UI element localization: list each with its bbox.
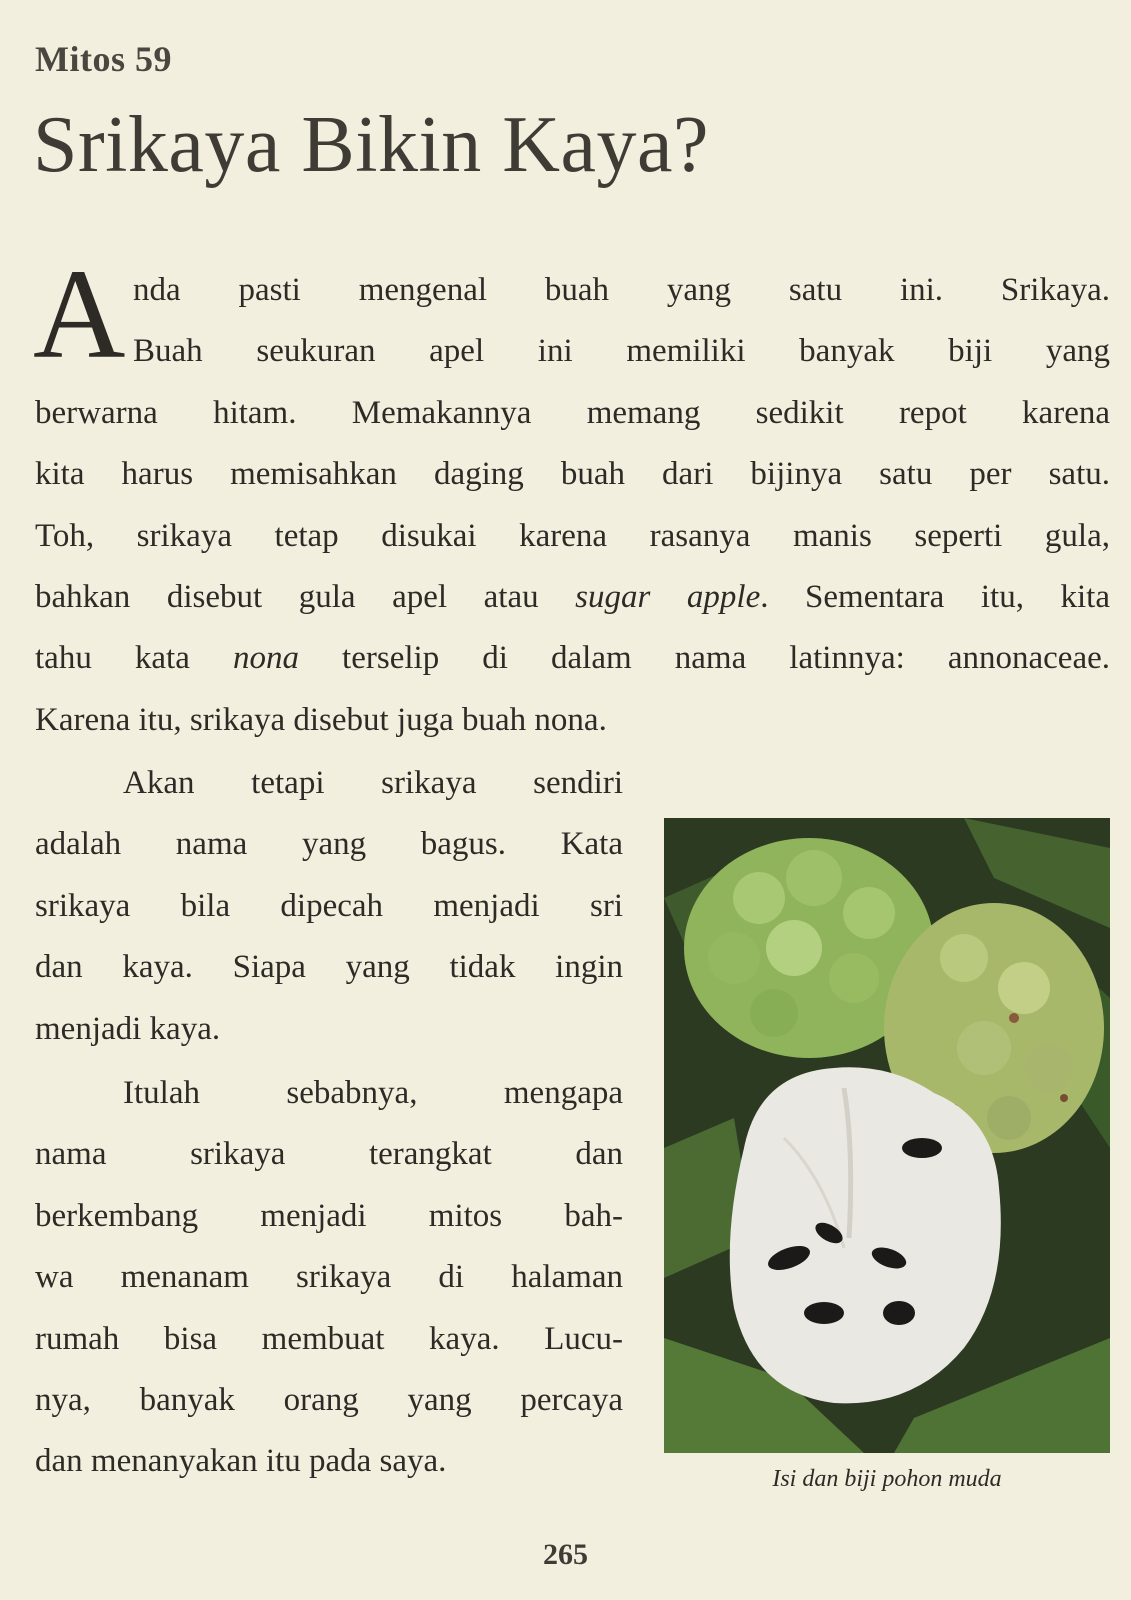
paragraph-line: srikaya bila dipecah menjadi sri bbox=[35, 887, 623, 924]
paragraph-line: kita harus memisahkan daging buah dari bijinya satu per satu. bbox=[35, 456, 1110, 493]
intro-paragraph bbox=[33, 243, 1110, 751]
second-paragraph bbox=[35, 753, 623, 1060]
fruit-segment bbox=[1025, 1044, 1073, 1092]
text-run: tahu kata bbox=[35, 640, 233, 677]
paragraph-line: Akan tetapi srikaya sendiri bbox=[123, 765, 623, 801]
fruit-segment bbox=[843, 887, 895, 939]
paragraph-line: dan kaya. Siapa yang tidak ingin bbox=[35, 949, 623, 986]
fruit-seed bbox=[804, 1302, 844, 1324]
paragraph-line: nama srikaya terangkat dan bbox=[35, 1136, 623, 1173]
paragraph-line bbox=[35, 628, 1110, 689]
paragraph-line: berkembang menjadi mitos bah- bbox=[35, 1197, 623, 1234]
paragraph-line: berwarna hitam. Memakannya memang sedikit repot karena bbox=[35, 394, 1110, 431]
paragraph-line: adalah nama yang bagus. Kata bbox=[35, 826, 623, 863]
fruit-segment bbox=[786, 850, 842, 906]
paragraph-line: nya, banyak orang yang percaya bbox=[35, 1382, 623, 1419]
paragraph-line: Buah seukuran apel ini memiliki banyak biji yang bbox=[133, 333, 1110, 370]
fruit-segment bbox=[987, 1096, 1031, 1140]
fruit-spot bbox=[1060, 1094, 1068, 1102]
page-title: Srikaya Bikin Kaya? bbox=[33, 101, 709, 189]
paragraph-line: rumah bisa membuat kaya. Lucu- bbox=[35, 1320, 623, 1357]
paragraph-line: Itulah sebabnya, mengapa bbox=[123, 1075, 623, 1111]
fruit-seed bbox=[883, 1301, 915, 1325]
fruit-segment bbox=[708, 932, 760, 984]
text-run: bahkan disebut gula apel atau bbox=[35, 579, 576, 616]
fruit-spot bbox=[1009, 1013, 1019, 1023]
chapter-kicker: Mitos 59 bbox=[35, 39, 172, 79]
paragraph-line: Karena itu, srikaya disebut juga buah nona. bbox=[35, 701, 607, 738]
paragraph-line: menjadi kaya. bbox=[35, 1010, 221, 1047]
sugar-apple-photo bbox=[664, 818, 1110, 1453]
fruit-seed bbox=[902, 1138, 942, 1158]
paragraph-line: nda pasti mengenal buah yang satu ini. Srikaya. bbox=[133, 272, 1110, 308]
paragraph-line: Toh, srikaya tetap disukai karena rasanya manis seperti gula, bbox=[35, 517, 1110, 554]
paragraph-line: wa menanam srikaya di halaman bbox=[35, 1259, 623, 1296]
figure-caption: Isi dan biji pohon muda bbox=[772, 1466, 1002, 1492]
fruit-segment bbox=[940, 934, 988, 982]
fruit-segment bbox=[829, 953, 879, 1003]
text-run: terselip di dalam nama latinnya: annonaceae. bbox=[298, 640, 1110, 677]
paragraph-line bbox=[35, 567, 1110, 628]
text-run: . Sementara itu, kita bbox=[760, 579, 1110, 616]
paragraph-line: dan menanyakan itu pada saya. bbox=[35, 1443, 447, 1480]
third-paragraph bbox=[35, 1063, 623, 1493]
drop-cap: A bbox=[33, 243, 126, 385]
fruit-segment bbox=[733, 872, 785, 924]
italic-term: nona bbox=[232, 640, 299, 677]
fruit-segment bbox=[998, 962, 1050, 1014]
italic-term: sugar apple bbox=[575, 579, 761, 616]
fruit-segment bbox=[750, 989, 798, 1037]
fruit-segment bbox=[766, 920, 822, 976]
fruit-segment bbox=[957, 1021, 1011, 1075]
page-number: 265 bbox=[543, 1538, 588, 1571]
